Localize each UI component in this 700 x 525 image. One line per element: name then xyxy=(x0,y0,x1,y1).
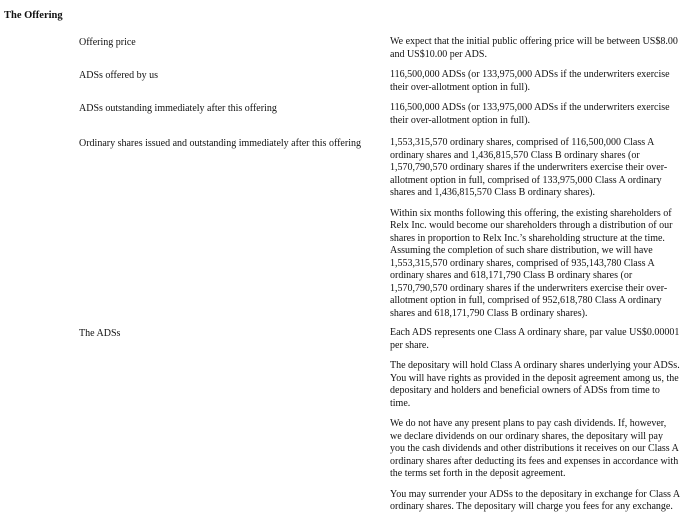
paragraph: 116,500,000 ADSs (or 133,975,000 ADSs if the underwriters exercise their over-allotment option in full). xyxy=(390,69,670,93)
row-description xyxy=(390,327,680,522)
row-description xyxy=(390,69,680,102)
section-title: The Offering xyxy=(4,10,63,21)
row-description xyxy=(390,36,680,69)
row-label: Offering price xyxy=(79,37,136,48)
row-label: The ADSs xyxy=(79,328,121,339)
paragraph: Each ADS represents one Class A ordinary share, par value US$0.00001 per share. xyxy=(390,327,680,351)
row-label: ADSs offered by us xyxy=(79,70,158,81)
row-description xyxy=(390,137,680,328)
paragraph: We do not have any present plans to pay cash dividends. If, however, we declare dividends on our ordinary shares, the depositary will pay you the cash dividends and other distributions it receives on our Class A ordinary shares after deducting its fees and expenses in accordance with the terms set forth in the deposit agreement. xyxy=(390,418,679,479)
row-label: ADSs outstanding immediately after this offering xyxy=(79,103,277,114)
paragraph: 116,500,000 ADSs (or 133,975,000 ADSs if the underwriters exercise their over-allotment option in full). xyxy=(390,102,670,126)
row-description xyxy=(390,102,680,135)
row-label: Ordinary shares issued and outstanding immediately after this offering xyxy=(79,138,361,149)
paragraph: We expect that the initial public offering price will be between US$8.00 and US$10.00 per ADS. xyxy=(390,36,678,60)
paragraph: The depositary will hold Class A ordinary shares underlying your ADSs. You will have rights as provided in the deposit agreement among us, the depositary and holders and beneficial owners of ADSs from time to time. xyxy=(390,360,680,409)
paragraph: 1,553,315,570 ordinary shares, comprised of 116,500,000 Class A ordinary shares and 1,436,815,570 Class B ordinary shares (or 1,570,790,570 ordinary shares if the underwriters exercise their over-allotment option in full, comprised of 133,975,000 Class A ordinary shares and 1,436,815,570 Class B ordinary shares). xyxy=(390,137,668,198)
paragraph: You may surrender your ADSs to the depositary in exchange for Class A ordinary shares. The depositary will charge you fees for any exchange. xyxy=(390,488,680,512)
paragraph: Within six months following this offering, the existing shareholders of Relx Inc. would become our shareholders through a distribution of our shares in proportion to Relx Inc.’s shareholding structure at the time. Assuming the completion of such share distribution, we will have 1,553,315,570 ordinary shares, comprised of 935,143,780 Class A ordinary shares and 618,171,790 Class B ordinary shares (or 1,570,790,570 ordinary shares if the underwriters exercise their over-allotment option in full, comprised of 952,618,780 Class A ordinary shares and 618,171,790 Class B ordinary shares). xyxy=(390,207,673,319)
